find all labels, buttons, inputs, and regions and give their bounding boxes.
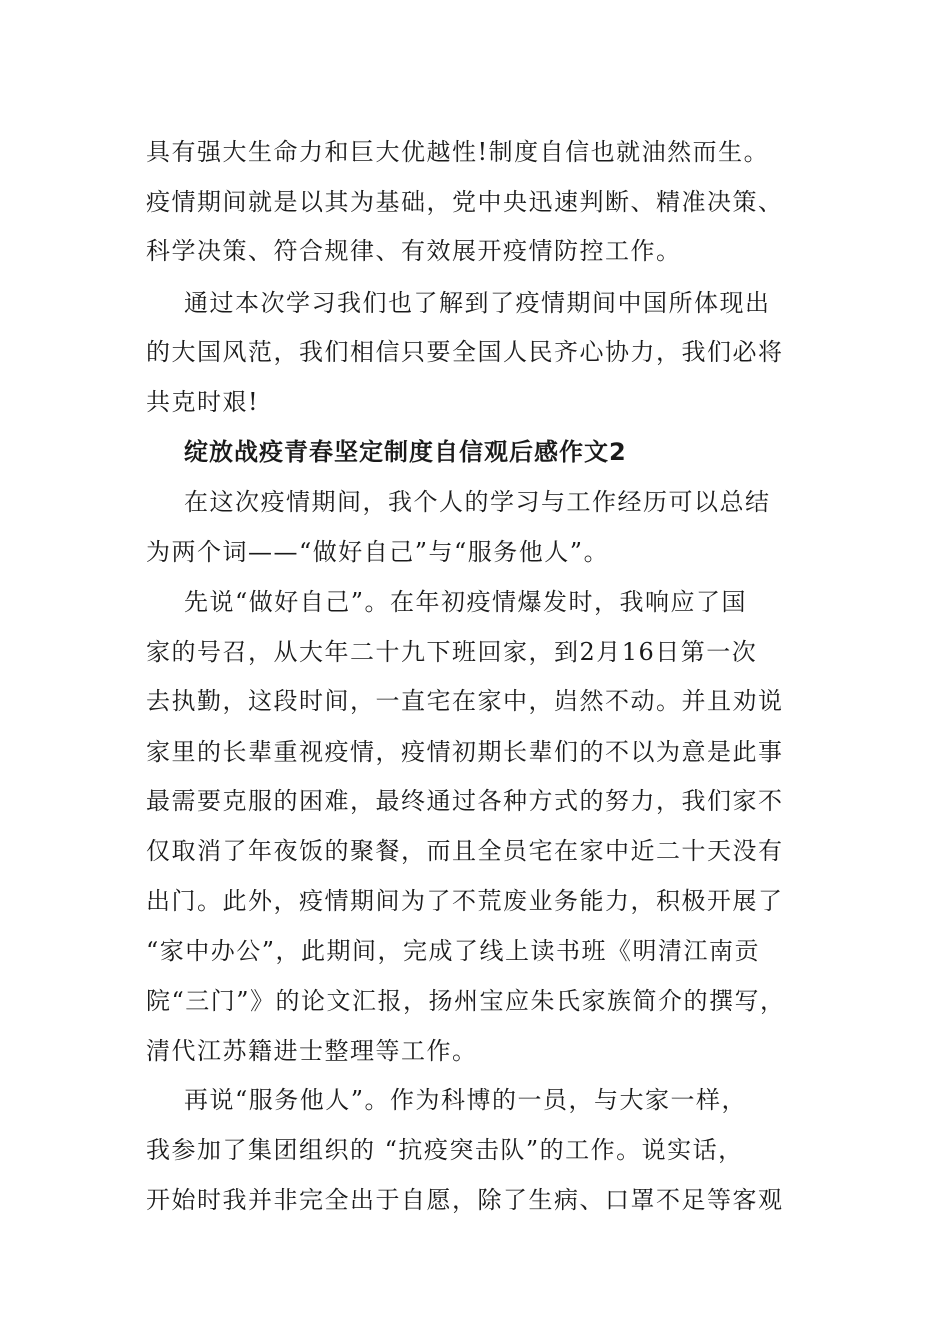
text-line: 疫情期间就是以其为基础，党中央迅速判断、精准决策、 <box>146 188 784 216</box>
text-line: 家的号召，从大年二十九下班回家，到2月16日第一次 <box>146 638 758 666</box>
paragraph-first-line: 在这次疫情期间，我个人的学习与工作经历可以总结 <box>184 488 771 516</box>
paragraph-first-line: 通过本次学习我们也了解到了疫情期间中国所体现出 <box>184 289 771 317</box>
paragraph-first-line: 再说“服务他人”。作为科博的一员，与大家一样， <box>184 1086 748 1114</box>
text-line: 清代江苏籍进士整理等工作。 <box>146 1037 478 1065</box>
section-heading: 绽放战疫青春坚定制度自信观后感作文2 <box>184 438 627 466</box>
text-line: 科学决策、符合规律、有效展开疫情防控工作。 <box>146 237 682 265</box>
text-line: 我参加了集团组织的 “抗疫突击队”的工作。说实话， <box>146 1136 744 1164</box>
text-line: “家中办公”，此期间，完成了线上读书班《明清江南贡 <box>146 937 761 965</box>
text-line: 仅取消了年夜饭的聚餐，而且全员宅在家中近二十天没有 <box>146 837 784 865</box>
text-line: 开始时我并非完全出于自愿，除了生病、口罩不足等客观 <box>146 1186 784 1214</box>
paragraph-first-line: 先说“做好自己”。在年初疫情爆发时，我响应了国 <box>184 588 748 616</box>
text-line: 的大国风范，我们相信只要全国人民齐心协力，我们必将 <box>146 338 784 366</box>
text-line: 院“三门”》的论文汇报，扬州宝应朱氏家族简介的撰写， <box>146 987 786 1015</box>
text-line: 为两个词——“做好自己”与“服务他人”。 <box>146 538 610 566</box>
text-line: 出门。此外，疫情期间为了不荒废业务能力，积极开展了 <box>146 887 784 915</box>
text-line: 具有强大生命力和巨大优越性!制度自信也就油然而生。 <box>146 138 770 166</box>
text-line: 共克时艰! <box>146 388 260 416</box>
text-line: 去执勤，这段时间，一直宅在家中，岿然不动。并且劝说 <box>146 687 784 715</box>
text-line: 家里的长辈重视疫情，疫情初期长辈们的不以为意是此事 <box>146 738 784 766</box>
text-line: 最需要克服的困难，最终通过各种方式的努力，我们家不 <box>146 787 784 815</box>
